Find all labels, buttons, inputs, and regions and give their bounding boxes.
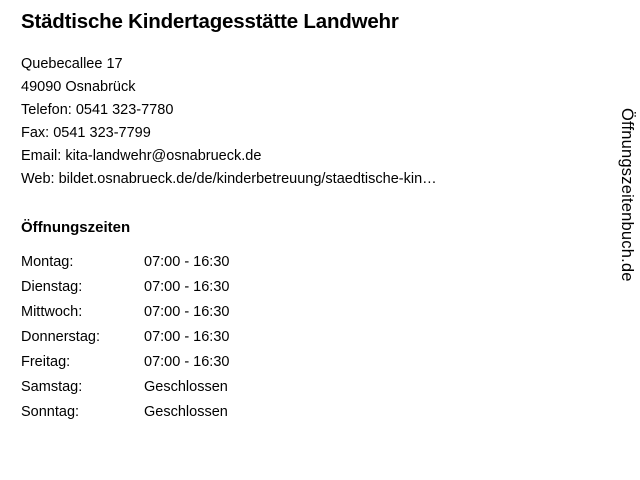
table-row [21, 254, 229, 279]
table-row [21, 379, 229, 404]
day-label: Dienstag: [21, 278, 83, 295]
day-time: 07:00 - 16:30 [144, 253, 230, 270]
day-label: Samstag: [21, 378, 83, 395]
email-line: Email: kita-landwehr@osnabrueck.de [21, 147, 262, 164]
day-label: Sonntag: [21, 403, 80, 420]
table-row [21, 404, 229, 429]
watermark-label: Öffnungszeitenbuch.de [618, 108, 636, 282]
address-block [21, 53, 591, 191]
web-line: Web: bildet.osnabrueck.de/de/kinderbetreuung/staedtische-kin… [21, 170, 437, 187]
day-time: 07:00 - 16:30 [144, 278, 230, 295]
table-row [21, 329, 229, 354]
address-street: Quebecallee 17 [21, 55, 123, 72]
day-time: Geschlossen [144, 403, 228, 420]
content-area [21, 10, 591, 429]
day-time: 07:00 - 16:30 [144, 303, 230, 320]
address-city: 49090 Osnabrück [21, 78, 136, 95]
page-title: Städtische Kindertagesstätte Landwehr [21, 10, 399, 33]
opening-hours-heading: Öffnungszeiten [21, 218, 131, 236]
day-label: Donnerstag: [21, 328, 100, 345]
table-row [21, 354, 229, 379]
table-row [21, 279, 229, 304]
day-label: Montag: [21, 253, 74, 270]
table-row [21, 304, 229, 329]
phone-line: Telefon: 0541 323-7780 [21, 101, 174, 118]
fax-line: Fax: 0541 323-7799 [21, 124, 151, 141]
day-time: Geschlossen [144, 378, 228, 395]
day-time: 07:00 - 16:30 [144, 353, 230, 370]
opening-hours-table [21, 254, 229, 429]
day-time: 07:00 - 16:30 [144, 328, 230, 345]
day-label: Mittwoch: [21, 303, 83, 320]
day-label: Freitag: [21, 353, 71, 370]
